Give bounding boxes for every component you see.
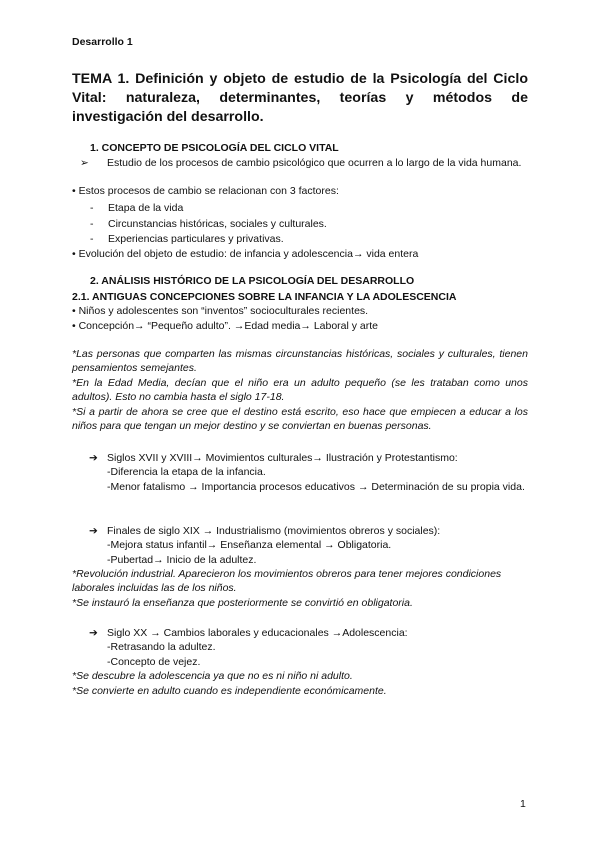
bullet-concepcion: • Concepción→ “Pequeño adulto”. →Edad media→ Laboral y arte [72, 320, 379, 332]
dash-marker: - [90, 218, 94, 230]
period-title: Finales de siglo XIX → Industrialismo (movimientos obreros y sociales): [107, 525, 441, 537]
page-number: 1 [520, 798, 526, 810]
section-2-1-heading: 2.1. ANTIGUAS CONCEPCIONES SOBRE LA INFANCIA Y LA ADOLESCENCIA [72, 291, 457, 303]
definition-text: Estudio de los procesos de cambio psicológico que ocurren a lo largo de la vida humana. [107, 157, 522, 169]
period-line: -Concepto de vejez. [107, 656, 201, 668]
period-line: -Mejora status infantil→ Enseñanza elemental → Obligatoria. [107, 539, 392, 551]
arrow-bullet-icon: ➔ [89, 627, 98, 639]
period-line: -Menor fatalismo → Importancia procesos educativos → Determinación de su propia vida. [107, 481, 525, 493]
section-2-heading: 2. ANÁLISIS HISTÓRICO DE LA PSICOLOGÍA DEL DESARROLLO [90, 275, 415, 287]
document-title: TEMA 1. Definición y objeto de estudio de la Psicología del Ciclo Vital: naturaleza, determinantes, teorías y métodos de investigación del desarrollo. [72, 71, 528, 125]
period-line: -Diferencia la etapa de la infancia. [107, 466, 266, 478]
bullet-inventos: • Niños y adolescentes son “inventos” socioculturales recientes. [72, 305, 369, 317]
page-header: Desarrollo 1 [72, 36, 133, 48]
dash-marker: - [90, 233, 94, 245]
note: *Si a partir de ahora se cree que el destino está escrito, eso hace que empiecen a educar a los niños para que tengan un mejor destino y se conviertan en buenas personas. [72, 406, 528, 432]
bullet-factors: • Estos procesos de cambio se relacionan con 3 factores: [72, 185, 339, 197]
list-item: Circunstancias históricas, sociales y culturales. [108, 218, 327, 230]
arrow-bullet-icon: ➔ [89, 525, 98, 537]
note: *Se convierte en adulto cuando es independiente económicamente. [72, 685, 387, 697]
list-item: Experiencias particulares y privativas. [108, 233, 284, 245]
dash-marker: - [90, 202, 94, 214]
note: *Revolución industrial. Aparecieron los movimientos obreros para tener mejores condiciones laborales incluidas las de los niños. [72, 568, 502, 594]
note: *Las personas que comparten las mismas circunstancias históricas, sociales y culturales, tienen pensamientos semejantes. [72, 348, 528, 374]
period-title: Siglos XVII y XVIII→ Movimientos culturales→ Ilustración y Protestantismo: [107, 452, 458, 464]
period-line: -Pubertad→ Inicio de la adultez. [107, 554, 257, 566]
note: *Se descubre la adolescencia ya que no es ni niño ni adulto. [72, 670, 353, 682]
period-title: Siglo XX → Cambios laborales y educacionales →Adolescencia: [107, 627, 408, 639]
note: *Se instauró la enseñanza que posteriormente se convirtió en obligatoria. [72, 597, 413, 609]
arrow-bullet-icon: ➢ [80, 157, 89, 169]
bullet-evolution: • Evolución del objeto de estudio: de infancia y adolescencia→ vida entera [72, 248, 419, 260]
period-line: -Retrasando la adultez. [107, 641, 216, 653]
note: *En la Edad Media, decían que el niño era un adulto pequeño (se les trataban como unos adultos). Esto no cambia hasta el siglo 17-18. [72, 377, 528, 403]
list-item: Etapa de la vida [108, 202, 184, 214]
arrow-bullet-icon: ➔ [89, 452, 98, 464]
section-1-heading: 1. CONCEPTO DE PSICOLOGÍA DEL CICLO VITAL [90, 142, 339, 154]
